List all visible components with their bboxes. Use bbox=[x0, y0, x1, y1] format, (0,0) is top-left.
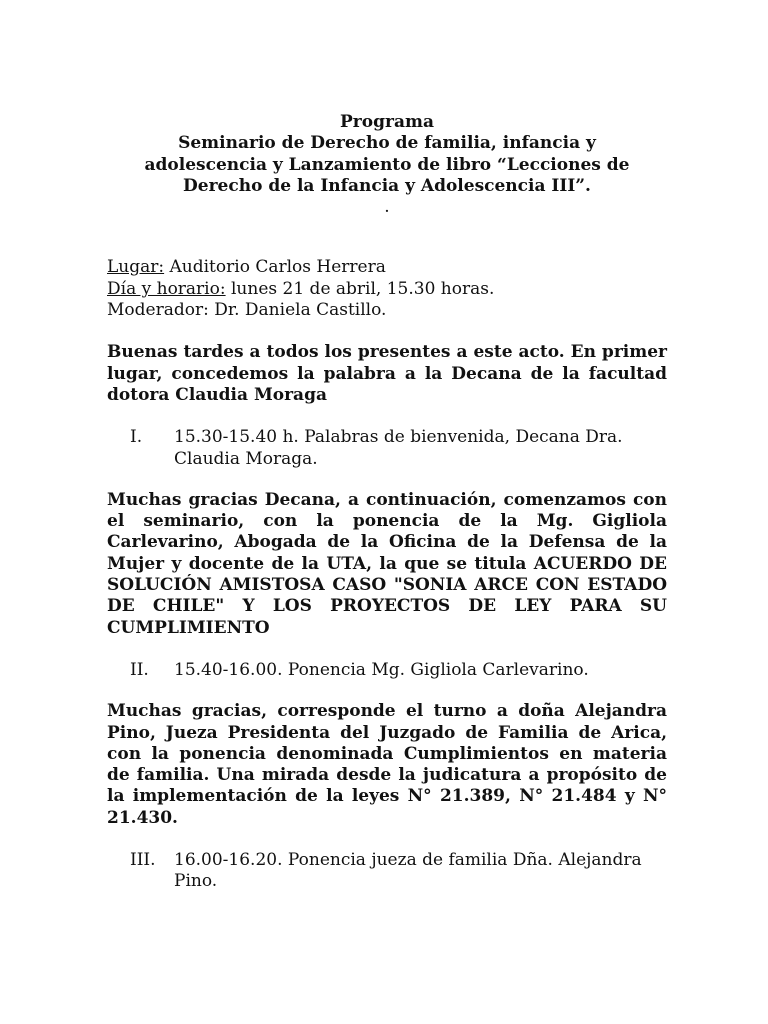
place-row bbox=[107, 257, 667, 278]
title-line-3: adolescencia y Lanzamiento de libro “Lecciones de bbox=[144, 154, 630, 175]
agenda-item-text: 15.30-15.40 h. Palabras de bienvenida, Decana Dra. Claudia Moraga. bbox=[174, 427, 623, 469]
agenda-item bbox=[107, 850, 667, 893]
place-value: Auditorio Carlos Herrera bbox=[164, 257, 386, 278]
agenda-item bbox=[107, 427, 667, 470]
event-info bbox=[107, 257, 667, 321]
schedule-label: Día y horario: bbox=[107, 278, 226, 299]
title-line-4: Derecho de la Infancia y Adolescencia III”. bbox=[183, 175, 591, 196]
agenda-item bbox=[107, 660, 667, 681]
document-title bbox=[107, 112, 667, 218]
intro-paragraph: Buenas tardes a todos los presentes a este acto. En primer lugar, concedemos la palabra a la Decana de la facultad dotora Claudia Moraga bbox=[107, 342, 667, 405]
title-line-2: Seminario de Derecho de familia, infancia y bbox=[178, 133, 596, 154]
place-label: Lugar: bbox=[107, 257, 165, 278]
agenda-item-text: 16.00-16.20. Ponencia jueza de familia Dña. Alejandra Pino. bbox=[174, 850, 642, 892]
agenda-item-text: 15.40-16.00. Ponencia Mg. Gigliola Carlevarino. bbox=[174, 659, 589, 680]
transition-paragraph: Muchas gracias, corresponde el turno a doña Alejandra Pino, Jueza Presidenta del Juzgado de Familia de Arica, con la ponencia denominada Cumplimientos en materia de familia. Una mirada desde la judicatura a propósito de la implementación de la leyes N° 21.389, N° 21.484 y N° 21.430. bbox=[107, 701, 667, 828]
transition-paragraph: Muchas gracias Decana, a continuación, comenzamos con el seminario, con la ponencia de la Mg. Gigliola Carlevarino, Abogada de la Oficina de la Defensa de la Mujer y docente de la UTA, la que se titula ACUERDO DE SOLUCIÓN AMISTOSA CASO "SONIA ARCE CON ESTADO DE CHILE" Y LOS PROYECTOS DE LEY PARA SU CUMPLIMIENTO bbox=[107, 489, 667, 638]
title-line-5: . bbox=[384, 197, 390, 218]
schedule-row bbox=[107, 279, 667, 300]
agenda-item-number: II. bbox=[130, 659, 149, 680]
document-page bbox=[107, 112, 667, 893]
agenda-item-number: I. bbox=[130, 427, 143, 448]
schedule-value: lunes 21 de abril, 15.30 horas. bbox=[225, 278, 495, 299]
moderator-row: Moderador: Dr. Daniela Castillo. bbox=[107, 300, 387, 321]
title-line-1: Programa bbox=[340, 112, 434, 132]
agenda-item-number: III. bbox=[130, 850, 156, 871]
